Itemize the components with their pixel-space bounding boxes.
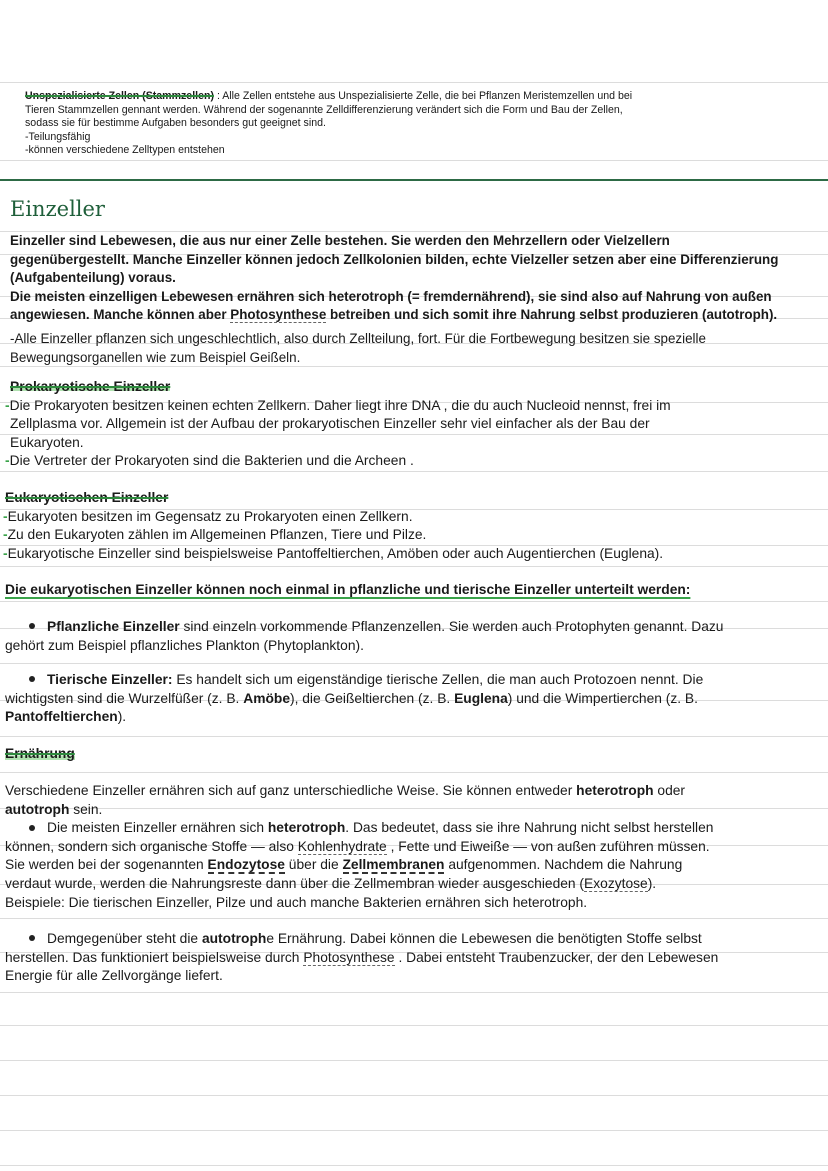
eukaryoten-section: Eukaryotischen Einzeller -Eukaryoten besitzen im Gegensatz zu Prokaryoten einen Zellkern. -Zu den Eukaryoten zählen im Allgemeinen Pflanzen, Tiere und Pilze. -Eukaryotische Einzeller sind beispielsweise Pantoffeltierchen, Amöben oder auch Augentierchen (Euglena). xyxy=(3,490,664,561)
glossary-link-kohlenhydrate[interactable]: Kohlenhydrate xyxy=(297,838,387,854)
bullet-icon xyxy=(29,935,35,941)
eukaryoten-line: Eukaryoten besitzen im Gegensatz zu Prokaryoten einen Zellkern. xyxy=(7,508,413,524)
intro-line: Die meisten einzelligen Lebewesen ernähren sich heterotroph (= fremdernährend), sie sind also auf Nahrung von außen xyxy=(10,288,772,304)
ernaehrung-section xyxy=(5,782,820,912)
stem-line: sodass sie für bestimme Aufgaben besonders gut geeignet sind. xyxy=(25,117,326,129)
autotroph-section xyxy=(5,930,820,986)
stem-line: : Alle Zellen entstehe aus Unspezialisierte Zelle, die bei Pflanzen Meristemzellen und bei xyxy=(216,90,633,102)
eukaryoten-line: Zu den Eukaryoten zählen im Allgemeinen Pflanzen, Tiere und Pilze. xyxy=(7,527,427,543)
ernaehrung-bold: heterotroph xyxy=(576,783,654,798)
tierische-line: ) und die Wimpertierchen (z. B. xyxy=(507,690,698,706)
pflanzliche-term: Pflanzliche Einzeller xyxy=(47,619,180,634)
tierische-bold: Amöbe xyxy=(243,690,290,706)
ernaehrung-line: oder xyxy=(657,783,686,798)
ernaehrung-bold: autotroph xyxy=(201,931,267,946)
stem-cell-heading: Unspezialisierte Zellen (Stammzellen) xyxy=(25,90,214,102)
ernaehrung-line: ). xyxy=(647,875,657,891)
ernaehrung-line: Sie werden bei der sogenannten xyxy=(5,857,204,873)
tierische-bold: Euglena xyxy=(454,690,508,706)
eukaryoten-heading: Eukaryotischen Einzeller xyxy=(5,490,169,505)
ernaehrung-line: herstellen. Das funktioniert beispielsweise durch xyxy=(5,949,300,965)
tierische-line: wichtigsten sind die Wurzelfüßer (z. B. xyxy=(5,690,240,706)
tierische-line: ), die Geißeltierchen (z. B. xyxy=(290,690,451,706)
ernaehrung-line: Energie für alle Zellvorgänge liefert. xyxy=(5,968,223,984)
intro-line: gegenübergestellt. Manche Einzeller können jedoch Zellkolonien bilden, echte Vielzeller setzen aber eine Differenzierung xyxy=(10,251,779,267)
intro-line: betreiben und sich somit ihre Nahrung selbst produzieren (autotroph). xyxy=(330,307,778,322)
bullet-icon xyxy=(29,825,35,831)
repro-line: -Alle Einzeller pflanzen sich ungeschlechtlich, also durch Zellteilung, fort. Für die Fortbewegung besitzen sie spezielle xyxy=(10,331,706,346)
pflanzliche-line: sind einzeln vorkommende Pflanzenzellen. Sie werden auch Protophyten genannt. Dazu xyxy=(183,619,724,634)
ernaehrung-bold: autotroph xyxy=(5,801,70,817)
bullet-icon xyxy=(29,623,35,629)
ernaehrung-line: über die xyxy=(288,857,339,873)
intro-line: Einzeller sind Lebewesen, die aus nur einer Zelle bestehen. Sie werden den Mehrzellern oder Vielzellern xyxy=(10,233,670,248)
glossary-link-photosynthese[interactable]: Photosynthese xyxy=(230,307,327,322)
ernaehrung-line: können, sondern sich organische Stoffe — also xyxy=(5,838,294,854)
ernaehrung-line: , Fette und Eiweiße — von außen zuführen müssen. xyxy=(390,838,710,854)
glossary-link-exozytose[interactable]: Exozytose xyxy=(584,875,648,891)
intro-line: angewiesen. Manche können aber xyxy=(10,307,227,322)
eukaryoten-line: Eukaryotische Einzeller sind beispielsweise Pantoffeltierchen, Amöben oder auch Augentierchen (Euglena). xyxy=(7,545,664,561)
ernaehrung-line: e Ernährung. Dabei können die Lebewesen die benötigten Stoffe selbst xyxy=(266,931,702,946)
stem-cell-paragraph xyxy=(25,90,725,158)
prokaryoten-line: Die Vertreter der Prokaryoten sind die Bakterien und die Archeen . xyxy=(9,453,414,469)
glossary-link-photosynthese[interactable]: Photosynthese xyxy=(303,949,395,965)
pflanzliche-line: gehört zum Beispiel pflanzliches Plankton (Phytoplankton). xyxy=(5,637,364,653)
ernaehrung-line: Beispiele: Die tierischen Einzeller, Pilze und auch manche Bakterien ernähren sich heterotroph. xyxy=(5,894,588,910)
tierische-line: Es handelt sich um eigenständige tierische Zellen, die man auch Protozoen nennt. Die xyxy=(176,672,704,687)
reproduction-paragraph xyxy=(10,330,820,367)
section-divider xyxy=(0,179,828,181)
page-title: Einzeller xyxy=(10,197,105,221)
tierische-term: Tierische Einzeller: xyxy=(47,672,173,687)
ernaehrung-heading: Ernährung xyxy=(5,745,75,764)
prokaryoten-heading: Prokaryotische Einzeller xyxy=(10,379,171,394)
tierische-bold: Pantoffeltierchen xyxy=(5,709,118,725)
ernaehrung-line: sein. xyxy=(73,801,103,817)
ernaehrung-bold: heterotroph xyxy=(267,820,346,836)
prokaryoten-section: Prokaryotische Einzeller -Die Prokaryoten besitzen keinen echten Zellkern. Daher liegt ihre DNA , die du auch Nucleoid nennst, frei im Zellplasma vor. Allgemein ist der Aufbau der prokaryotischen Einzeller sehr viel einfacher als der Bau der Eukaryoten. -Die Vertreter der Prokaryoten sind die Bakterien und die Archeen . xyxy=(5,378,820,471)
prokaryoten-line: Eukaryoten. xyxy=(10,434,84,450)
pflanzliche-section xyxy=(5,618,820,655)
prokaryoten-line: Die Prokaryoten besitzen keinen echten Zellkern. Daher liegt ihre DNA , die du auch Nucleoid nennst, frei im xyxy=(9,397,671,413)
ernaehrung-line: . Dabei entsteht Traubenzucker, der den Lebewesen xyxy=(398,949,719,965)
intro-line: (Aufgabenteilung) voraus. xyxy=(10,270,176,285)
ernaehrung-line: aufgenommen. Nachdem die Nahrung xyxy=(448,857,683,873)
stem-line: Tieren Stammzellen gennant werden. Während der sogenannte Zelldifferenzierung verändert sich die Form und Bau der Zellen, xyxy=(25,103,623,116)
intro-paragraph xyxy=(10,232,820,325)
ernaehrung-line: verdaut wurde, werden die Nahrungsreste dann über die Zellmembran wieder ausgeschieden ( xyxy=(5,875,585,891)
stem-bullet: -Teilungsfähig xyxy=(25,130,91,143)
bullet-icon xyxy=(29,676,35,682)
prokaryoten-line: Zellplasma vor. Allgemein ist der Aufbau der prokaryotischen Einzeller sehr viel einfacher als der Bau der xyxy=(10,416,650,432)
ernaehrung-line: Demgegenüber steht die xyxy=(47,931,199,946)
repro-line: Bewegungsorganellen wie zum Beispiel Geißeln. xyxy=(10,349,301,365)
tierische-line: ). xyxy=(117,709,127,725)
ernaehrung-line: Die meisten Einzeller ernähren sich xyxy=(47,820,265,836)
division-heading: Die eukaryotischen Einzeller können noch einmal in pflanzliche und tierische Einzeller unterteilt werden: xyxy=(5,582,691,597)
ernaehrung-line: . Das bedeutet, dass sie ihre Nahrung nicht selbst herstellen xyxy=(345,820,714,836)
stem-bullet: -können verschiedene Zelltypen entstehen xyxy=(25,144,225,156)
glossary-link-zellmembranen[interactable]: Zellmembranen xyxy=(342,857,445,873)
tierische-section xyxy=(5,671,820,727)
ernaehrung-line: Verschiedene Einzeller ernähren sich auf ganz unterschiedliche Weise. Sie können entweder xyxy=(5,783,573,798)
glossary-link-endozytose[interactable]: Endozytose xyxy=(207,857,285,873)
